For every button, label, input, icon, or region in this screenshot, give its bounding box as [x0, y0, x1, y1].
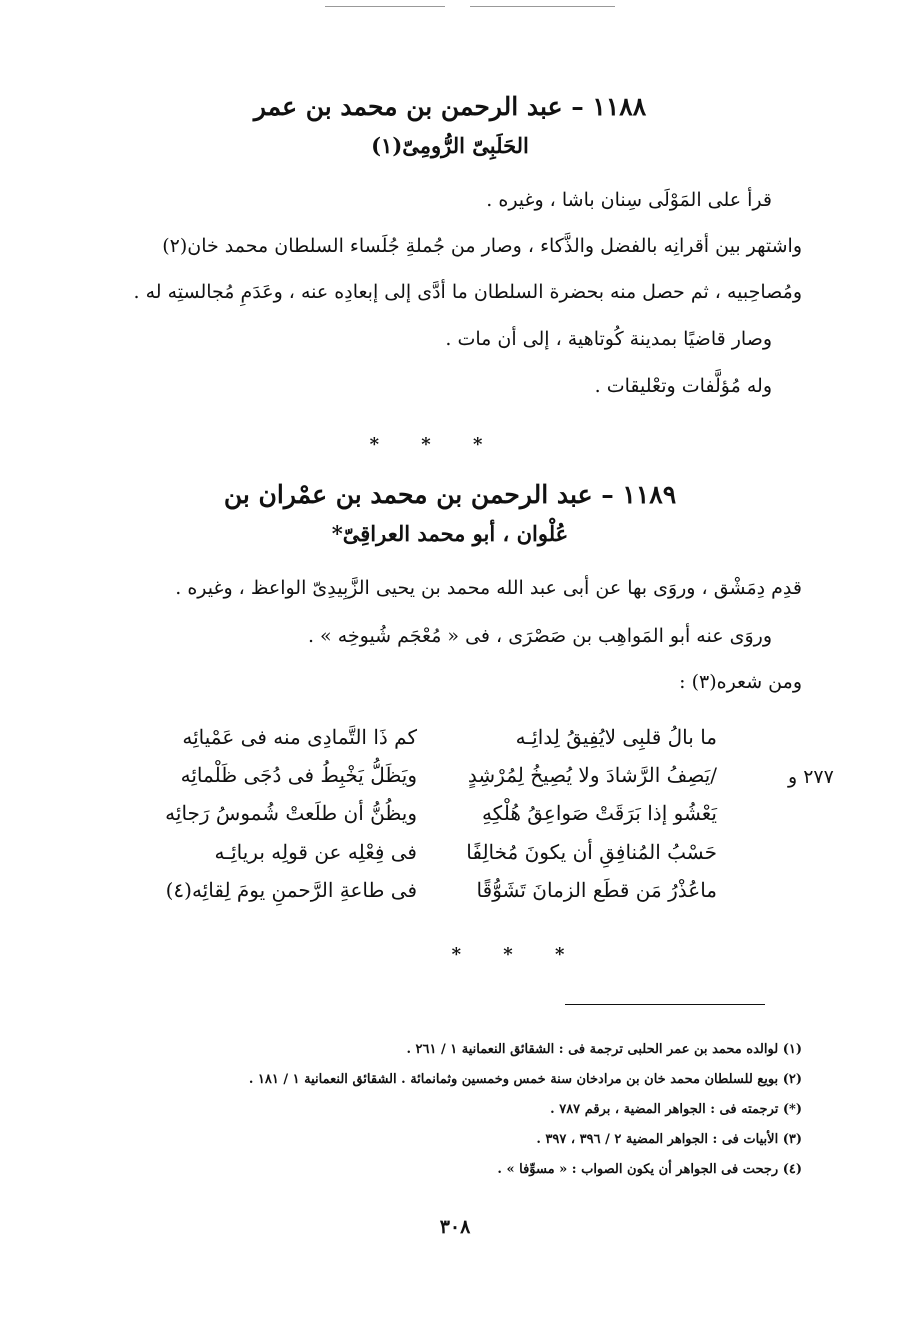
verse-3-first-hemistich: يَعْشُو إذا بَرَقَتْ صَواعِقُ هُلْكِهِ [481, 801, 717, 825]
verse-5-second-hemistich: فى طاعةِ الرَّحمنِ يومَ لِقائِه(٤) [165, 878, 417, 902]
entry-1188-line-2: واشتهر بين أقرانِه بالفضل والذَّكاء ، وصار من جُملةِ جُلَساء السلطان محمد خان(٢) [162, 235, 802, 257]
section-separator-1: * * * [369, 434, 501, 455]
verse-2-first-hemistich: /يَصِفُ الرَّشادَ ولا يُصِيخُ لِمُرْشِدٍ [467, 763, 717, 787]
verse-5-first-hemistich: ماعُذْرُ مَن قطَع الزمانَ تَشَوُّقًا [476, 878, 717, 902]
footnote-rule [565, 1004, 765, 1005]
top-rule-left [325, 6, 445, 7]
entry-1189-line-2: وروَى عنه أبو المَواهِب بن صَصْرَى ، فى « مُعْجَم شُيوخِه » . [307, 625, 772, 647]
verse-3-second-hemistich: ويظُنُّ أن طلَعتْ شُموسُ رَجائِه [165, 801, 417, 825]
margin-folio-note: ٢٧٧ و [788, 766, 834, 788]
footnote-3: (٣) الأبيات فى : الجواهر المضية ٢ / ٣٩٦ ، ٣٩٧ . [536, 1132, 802, 1147]
verse-4-first-hemistich: حَسْبُ المُنافِقِ أن يكونَ مُخالِفًا [466, 840, 717, 864]
entry-1188-line-5: وله مُؤلَّفات وتعْليقات . [594, 375, 772, 397]
section-separator-2: * * * [451, 944, 583, 965]
verse-4-second-hemistich: فى فِعْلِه عن قولِه بريائِـه [214, 840, 417, 864]
entry-1189-title: ١١٨٩ – عبد الرحمن بن محمد بن عمْران بن [223, 480, 677, 509]
footnote-4: (٤) رجحت فى الجواهر أن يكون الصواب : « مسوِّفا » . [497, 1162, 802, 1177]
verse-1-first-hemistich: ما بالُ قلبِى لايُفِيقُ لِدائِـه [515, 725, 717, 749]
verse-1-second-hemistich: كم ذَا التَّمادِى منه فى عَمْيائِه [182, 725, 417, 749]
verse-2-second-hemistich: ويَظَلُّ يَخْبِطُ فى دُجَى ظَلْمائِه [180, 763, 417, 787]
entry-1188-title: ١١٨٨ – عبد الرحمن بن محمد بن عمر [253, 92, 647, 121]
entry-1189-line-1: قدِم دِمَشْق ، وروَى بها عن أبى عبد الله محمد بن يحيى الزَّبِيدِىّ الواعظ ، وغيره . [175, 577, 802, 599]
footnote-2: (٢) بويع للسلطان محمد خان بن مرادخان سنة خمس وخمسين وثمانمائة . الشقائق النعمانية ١ / ١٨١ . [248, 1072, 802, 1087]
entry-1188-line-4: وصار قاضيًا بمدينة كُوتاهية ، إلى أن مات . [445, 328, 772, 350]
entry-1189-subtitle: عُلْوان ، أبو محمد العراقِىّ* [331, 521, 569, 546]
page-number: ٣٠٨ [439, 1216, 471, 1238]
entry-1188-subtitle: الحَلَبِىّ الرُّومِىّ(١) [371, 133, 529, 158]
entry-1189-line-3: ومن شعره(٣) : [679, 671, 802, 693]
top-rule-right [470, 6, 615, 7]
entry-1188-line-1: قرأ على المَوْلَى سِنان باشا ، وغيره . [486, 189, 772, 211]
entry-1188-line-3: ومُصاحِبيه ، ثم حصل منه بحضرة السلطان ما أدَّى إلى إبعادِه عنه ، وعَدَمِ مُجالستِه له . [133, 281, 802, 303]
footnote-star: (*) ترجمته فى : الجواهر المضية ، برقم ٧٨٧ . [550, 1102, 802, 1117]
footnote-1: (١) لوالده محمد بن عمر الحلبى ترجمة فى : الشقائق النعمانية ١ / ٢٦١ . [406, 1042, 802, 1057]
